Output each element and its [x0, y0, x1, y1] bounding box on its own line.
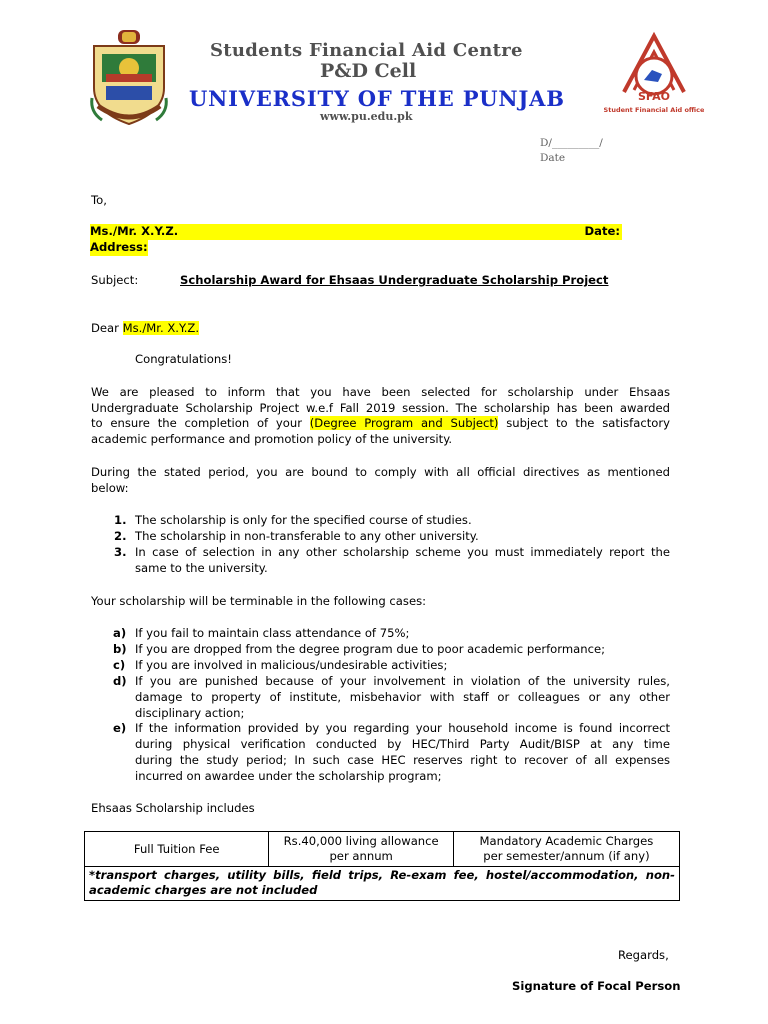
directive-text-cont: same to the university. [135, 561, 268, 575]
sfao-logo-caption: Student Financial Aid office [604, 106, 704, 114]
salutation [91, 321, 199, 337]
case-text-cont: during physical verification conducted by HEC/Third Party Audit/BISP at any time [135, 737, 670, 751]
case-text: If the information provided by you regarding your household income is found incorrect [135, 721, 670, 735]
recipient-line [90, 224, 622, 240]
dear-word: Dear [91, 321, 119, 335]
date-label: Date [540, 152, 566, 164]
recipient-name: Ms./Mr. X.Y.Z. [90, 224, 179, 238]
to-label: To, [91, 193, 107, 207]
university-name: UNIVERSITY OF THE PUNJAB [189, 86, 565, 111]
para1-line4: academic performance and promotion policy of the university. [91, 432, 453, 446]
case-text: If you are punished because of your involvement in violation of the university rules, [135, 674, 670, 688]
recipient-date-label: Date: [584, 224, 620, 238]
table-row [85, 867, 680, 901]
case-text-cont: disciplinary action; [135, 706, 245, 720]
subject-label: Subject: [91, 273, 139, 287]
para2-line1: During the stated period, you are bound to comply with all official directives as mentioned [91, 465, 670, 479]
case-letter: a) [113, 626, 127, 640]
academic-charges-period: per semester/annum (if any) [483, 849, 650, 863]
signature-label: Signature of Focal Person [512, 979, 681, 993]
full-tuition-fee: Full Tuition Fee [133, 841, 220, 856]
living-allowance-period: per annum [329, 849, 393, 863]
case-letter: d) [113, 674, 127, 688]
sfao-logo-text: SFAO [637, 90, 671, 103]
university-crest-logo [88, 28, 170, 128]
recipient-address-label: Address: [90, 240, 148, 254]
date-field [540, 136, 603, 166]
subject-text: Scholarship Award for Ehsaas Undergraduate Scholarship Project [180, 273, 609, 287]
table-cell [85, 832, 269, 867]
para2-line2: below: [91, 481, 129, 495]
terminable-intro: Your scholarship will be terminable in the following cases: [91, 594, 427, 608]
exclusions-note-cont: academic charges are not included [89, 883, 318, 897]
includes-table [84, 831, 680, 901]
academic-charges: Mandatory Academic Charges [479, 834, 654, 848]
case-letter: c) [113, 658, 126, 672]
sfao-logo [604, 30, 704, 122]
table-cell [453, 832, 679, 867]
case-letter: e) [113, 721, 127, 735]
living-allowance: Rs.40,000 living allowance [283, 834, 439, 848]
para1-line3-start: to ensure the completion of your [91, 416, 302, 430]
case-letter: b) [113, 642, 127, 656]
table-cell [269, 832, 453, 867]
congratulations: Congratulations! [135, 352, 232, 366]
case-text: If you are dropped from the degree program due to poor academic performance; [135, 642, 605, 656]
degree-program-placeholder: (Degree Program and Subject) [309, 416, 499, 430]
directive-text: In case of selection in any other scholarship scheme you must immediately report the [135, 545, 670, 559]
salutation-name: Ms./Mr. X.Y.Z. [122, 321, 200, 335]
directive-text: The scholarship in non-transferable to any other university. [135, 529, 479, 543]
para1-line2: Undergraduate Scholarship Project w.e.f Fall 2019 session. The scholarship has been awarded [91, 401, 670, 415]
para1-line3 [91, 416, 670, 432]
case-text-cont: incurred on awardee under the scholarship program; [135, 769, 442, 783]
date-line: D/_________/ [540, 137, 603, 149]
table-note-cell [85, 867, 680, 901]
case-text: If you fail to maintain class attendance of 75%; [135, 626, 410, 640]
centre-name: Students Financial Aid Centre [210, 40, 523, 61]
case-text-cont: damage to property of institute, misbehavior with staff or colleagues or any other [135, 690, 670, 704]
table-row [85, 832, 680, 867]
directive-text: The scholarship is only for the specified course of studies. [135, 513, 472, 527]
exclusions-note: *transport charges, utility bills, field trips, Re-exam fee, hostel/accommodation, non- [89, 868, 675, 882]
regards: Regards, [618, 948, 669, 962]
directive-number: 1. [114, 513, 127, 527]
directive-number: 3. [114, 545, 127, 559]
case-text-cont: during the study period; In such case HEC reserves right to recover of all expenses [135, 753, 670, 767]
directive-number: 2. [114, 529, 127, 543]
para1-line3-end: subject to the satisfactory [506, 416, 670, 430]
includes-label: Ehsaas Scholarship includes [91, 801, 255, 815]
para1-line1: We are pleased to inform that you have been selected for scholarship under Ehsaas [91, 385, 670, 399]
cell-name: P&D Cell [320, 60, 417, 82]
case-text: If you are involved in malicious/undesirable activities; [135, 658, 448, 672]
website: www.pu.edu.pk [320, 110, 413, 123]
